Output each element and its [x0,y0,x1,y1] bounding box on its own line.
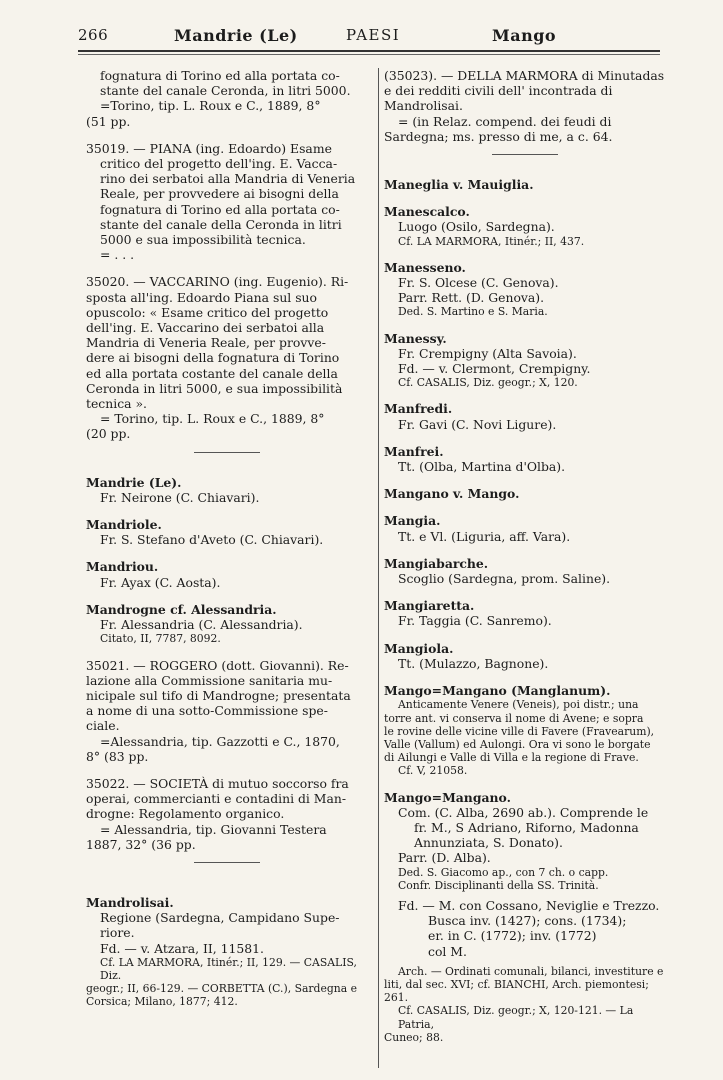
right-column: (35023). — DELLA MARMORA di Minutadas e dei redditi civili dell' incontrada di Mandrolisai. = (in Relaz. compend. dei feudi di Sardegna; ms. presso di me, a c. 64. Maneglia v. Mauiglia. Manescalco. Luogo (Osilo, Sardegna). Cf. LA MARMORA, Itinér.; II, 437. Manesseno. Fr. S. Olcese (C. Genova). Parr. Rett. (D. Genova). Ded. S. Martino e S. Maria. Manessy. Fr. Crempigny (Alta Savoia). Fd. — v. Clermont, Crempigny. Cf. CASALIS, Diz. geogr.; X, 120. Manfredi. Fr. Gavi (C. Novi Ligure). Manfrei. Tt. (Olba, Martina d'Olba). Mangano v. Mango. Mangia. Tt. e Vl. (Liguria, aff. Vara). Mangiabarche. Scoglio (Sardegna, prom. Saline). Mangiaretta. Fr. Taggia (C. Sanremo). Mangiola. Tt. (Mulazzo, Bagnone). Mango=Mangano (Manglanum). Anticamente Venere (Veneis), poi distr.; una torre ant. vi conserva il nome di Avene; e sopra le rovine delle vicine ville di Favere (Fravearum), Valle (Vallum) ed Aulongi. Ora vi sono le borgate di Ailungi e Valle di Villa e la regione di Frave. Cf. V, 21058. Mango=Mangano. Com. (C. Alba, 2690 ab.). Comprende le fr. M., S Adriano, Riforno, Madonna Annunziata, S. Donato). Parr. (D. Alba). Ded. S. Giacomo ap., con 7 ch. o capp. Confr. Disciplinanti della SS. Trinità. Fd. — M. con Cossano, Neviglie e Trezzo. Busca inv. (1427); cons. (1734); er. in C. (1772); inv. (1772) col M. Arch. — Ordinati comunali, bilanci, investiture e liti, dal sec. XVI; cf. BIANCHI, Arch. piemontesi; 261. Cf. CASALIS, Diz. geogr.; X, 120-121. — La Patria, Cuneo; 88. [384,68,665,1044]
page-header [78,22,660,48]
left-running-title: Mandrie (Le) [174,26,298,45]
entry-title: Mangano v. Mango. [384,486,520,502]
entry-title: Manescalco. [384,204,470,220]
entry-title: Mandriole. [86,517,162,533]
entry-title: Mango=Mangano. [384,789,511,805]
entry-title: Manessy. [384,330,447,346]
section-separator [194,452,260,453]
entry-title: Mandriou. [86,559,159,575]
entry-title: Manfrei. [384,443,444,459]
entry-title: Manesseno. [384,259,466,275]
right-running-title: Mango [492,26,557,45]
header-rule-thin [78,54,660,55]
entry-title: Maneglia v. Mauiglia. [384,177,534,193]
left-column: fognatura di Torino ed alla portata co- stante del canale Ceronda, in litri 5000. =Torino, tip. L. Roux e C., 1889, 8° (51 pp. 35019. — PIANA (ing. Edoardo) Esame critico del progetto dell'ing. E. Vacca- rino dei serbatoi alla Mandria di Veneria Reale, per provvedere ai bisogni della fognatura di Torino ed alla portata co- stante del canale della Ceronda in litri 5000 e sua impossibilità tecnica. = . . . 35020. — VACCARINO (ing. Eugenio). Ri- sposta all'ing. Edoardo Piana sul suo opuscolo: « Esame critico del progetto dell'ing. E. Vaccarino dei serbatoi alla Mandria di Veneria Reale, per provve- dere ai bisogni della fognatura di Torino ed alla portata costante del canale della Ceronda in litri 5000, e sua impossibilità tecnica ». = Torino, tip. L. Roux e C., 1889, 8° (20 pp. Mandrie (Le). Fr. Neirone (C. Chiavari). Mandriole. Fr. S. Stefano d'Aveto (C. Chiavari). Mandriou. Fr. Ayax (C. Aosta). Mandrogne cf. Alessandria. Fr. Alessandria (C. Alessandria). Citato, II, 7787, 8092. 35021. — ROGGERO (dott. Giovanni). Re- lazione alla Commissione sanitaria mu- nicipale sul tifo di Mandrogne; presentata a nome di una sotto-Commissione spe- ciale. =Alessandria, tip. Gazzotti e C., 1870, 8° (83 pp. 35022. — SOCIETÀ di mutuo soccorso fra operai, commercianti e contadini di Man- drogne: Regolamento organico. = Alessandria, tip. Giovanni Testera 1887, 32° (36 pp. Mandrolisai. Regione (Sardegna, Campidano Supe- riore. Fd. — v. Atzara, II, 11581. Cf. LA MARMORA, Itinér.; II, 129. — CASALIS, Diz. geogr.; II, 66-129. — CORBETTA (C.), Sardegna e Corsica; Milano, 1877; 412. [86,68,368,1009]
entry-title: Mangiaretta. [384,598,475,614]
entry-title: Mangiabarche. [384,555,489,571]
entry-35020: 35020. — VACCARINO (ing. Eugenio). Ri- sposta all'ing. Edoardo Piana sul suo opuscolo: « Esame critico del progetto dell'ing. E. Vaccarino dei serbatoi alla Mandria di Veneria Reale, per provve- dere ai bisogni della fognatura di Torino ed alla portata costante del canale della Ceronda in litri 5000, e sua impossibilità tecnica ». = Torino, tip. L. Roux e C., 1889, 8° (20 pp. [86,274,349,442]
entry-title: Mandrogne cf. Alessandria. [86,601,277,617]
entry-35019: 35019. — PIANA (ing. Edoardo) Esame critico del progetto dell'ing. E. Vacca- rino dei serbatoi alla Mandria di Veneria Reale, per provvedere ai bisogni della fognatura di Torino ed alla portata co- stante del canale della Ceronda in litri 5000 e sua impossibilità tecnica. = . . . [86,140,356,263]
center-running-title: PAESI [346,26,401,44]
entry-title: Mandrolisai. [86,894,174,910]
entry-35021: 35021. — ROGGERO (dott. Giovanni). Re- lazione alla Commissione sanitaria mu- nicipale sul tifo di Mandrogne; presentata a nome di una sotto-Commissione spe- ciale. =Alessandria, tip. Gazzotti e C., 1870, 8° (83 pp. [86,657,351,764]
header-rule [78,50,660,52]
section-separator [194,862,260,863]
page-number: 266 [78,26,109,44]
entry-title: Manfredi. [384,401,453,417]
entry-35023: (35023). — DELLA MARMORA di Minutadas e dei redditi civili dell' incontrada di Mandrolisai. = (in Relaz. compend. dei feudi di Sardegna; ms. presso di me, a c. 64. [384,68,665,144]
entry-35022: 35022. — SOCIETÀ di mutuo soccorso fra operai, commercianti e contadini di Man- drogne: Regolamento organico. = Alessandria, tip. Giovanni Testera 1887, 32° (36 pp. [86,775,349,852]
entry-title: Mangia. [384,513,441,529]
entry-title: Mandrie (Le). [86,474,182,490]
entry-continuation: fognatura di Torino ed alla portata co- stante del canale Ceronda, in litri 5000. =Torino, tip. L. Roux e C., 1889, 8° (51 pp. [86,68,351,129]
entry-title: Mangiola. [384,640,454,656]
entry-title: Mango=Mangano (Manglanum). [384,683,611,699]
column-divider [378,68,379,1068]
section-separator [492,154,558,155]
